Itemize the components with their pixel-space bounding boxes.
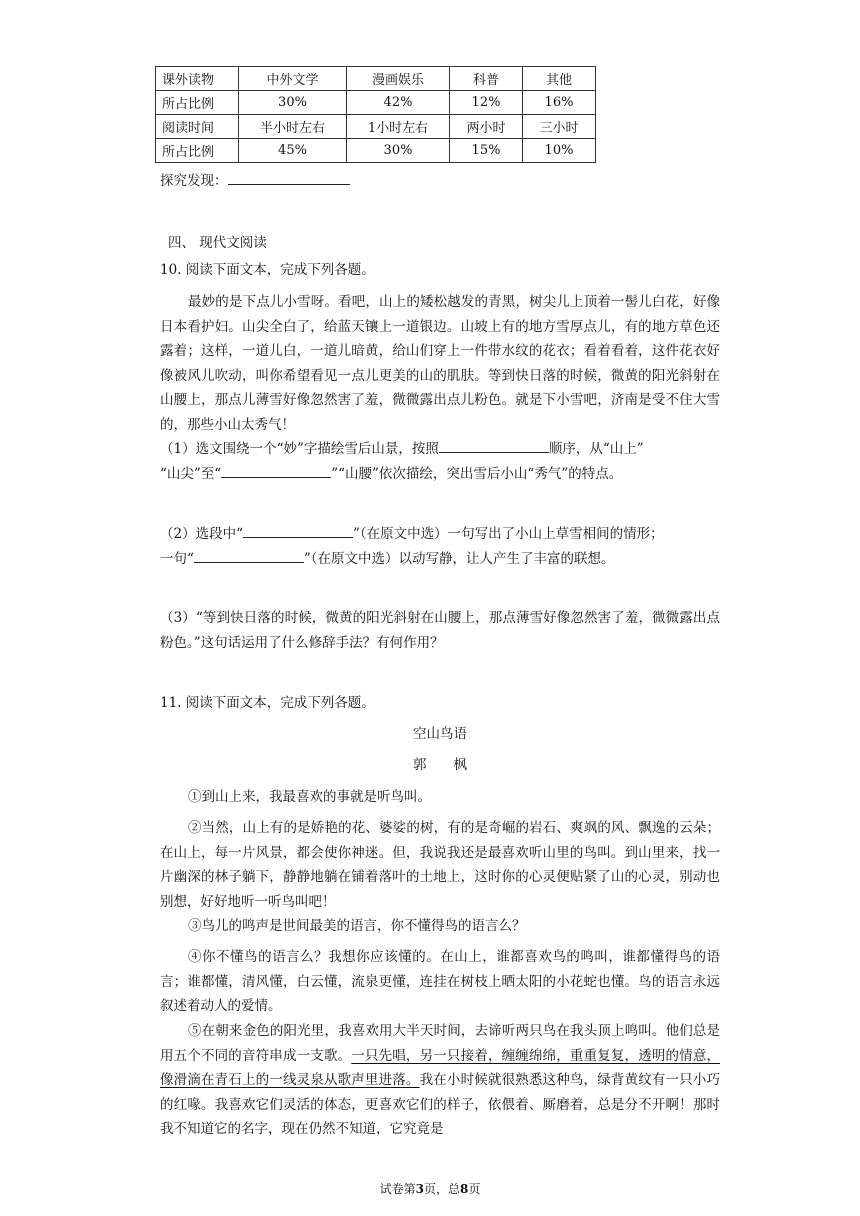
table-cell: 12% (450, 91, 523, 115)
q10-title: 10. 阅读下面文本，完成下列各题。 (160, 262, 375, 278)
reading-survey-table (155, 66, 596, 163)
table-cell: 15% (450, 139, 523, 163)
q10-passage: 最妙的是下点儿小雪呀。看吧，山上的矮松越发的青黑，树尖儿上顶着一髻儿白花，好像日本看护妇。山尖全白了，给蓝天镶上一道银边。山坡上有的地方雪厚点儿，有的地方草色还露着；这样，一道儿白，一道儿暗黄，给山们穿上一件带水纹的花衣；看着看着，这件花衣好像被风儿吹动，叫你希望看见一点儿更美的山的肌肤。等到快日落的时候，微黄的阳光斜射在山腰上，那点儿薄雪好像忽然害了羞，微微露出点儿粉色。就是下小雪吧，济南是受不住大雪的，那些小山太秀气！ (160, 294, 720, 433)
q11-paragraph-3: ③鸟儿的鸣声是世间最美的语言，你不懂得鸟的语言么？ (188, 918, 526, 934)
discovery-blank[interactable] (228, 170, 350, 185)
footer-page-number: 3 (415, 1182, 424, 1196)
table-cell: 其他 (523, 67, 596, 91)
table-cell: 漫画娱乐 (347, 67, 450, 91)
table-cell: 中外文学 (239, 67, 347, 91)
essay-author: 郭 枫 (413, 757, 467, 773)
table-cell: 科普 (450, 67, 523, 91)
q10-sub2-text-c: 一句“ (160, 550, 194, 567)
q11-paragraph-2: ②当然，山上有的是娇艳的花、婆娑的树，有的是奇崛的岩石、爽飒的风、飘逸的云朵；在山上，每一片风景，都会使你神迷。但，我说我还是最喜欢听山里的鸟叫。到山里来，找一片幽深的林子躺下，静静地躺在铺着落叶的土地上，这时你的心灵便贴紧了山的心灵，别动也别想，好好地听一听鸟叫吧！ (160, 820, 720, 910)
q11-p5-underlined-sentence: 一只先唱，另一只接着，缠缠绵绵，重重复复，透明的情意，像滑滴在青石上的一线灵泉从歌声里进落。 (160, 1047, 721, 1089)
table-cell: 1小时左右 (347, 115, 450, 139)
table-cell: 半小时左右 (239, 115, 347, 139)
table-cell: 30% (347, 139, 450, 163)
q10-sub2-text-d: ”（在原文中选）以动写静，让人产生了丰富的联想。 (303, 550, 615, 567)
q10-sub2 (160, 522, 720, 571)
table-cell: 10% (523, 139, 596, 163)
q11-p5-text-a: ⑤在朝来金色的阳光里，我喜欢用大半天时间，去谛听两只鸟在我头顶上鸣叫。他们总是用五个不同的音符串成一支歌。 (160, 1023, 720, 1064)
footer-mid: 页，总 (423, 1182, 460, 1196)
q10-sub1 (160, 437, 720, 486)
table-cell: 30% (239, 91, 347, 115)
q10-sub1-text-a: （1）选文围绕一个“妙”字描绘雪后山景，按照 (160, 441, 439, 457)
table-cell: 42% (347, 91, 450, 115)
q11-title: 11. 阅读下面文本，完成下列各题。 (160, 695, 375, 711)
section-title: 四、 现代文阅读 (168, 235, 267, 251)
table-row-header: 课外读物 (156, 67, 239, 91)
footer-suffix: 页 (468, 1182, 481, 1196)
table-cell: 45% (239, 139, 347, 163)
table-row-header: 所占比例 (156, 91, 239, 115)
essay-title: 空山鸟语 (413, 726, 467, 742)
q11-paragraph-4: ④你不懂鸟的语言么？我想你应该懂的。在山上，谁都喜欢鸟的鸣叫，谁都懂得鸟的语言；谁都懂，清风懂，白云懂，流泉更懂，连挂在树枝上晒太阳的小花蛇也懂。鸟的语言永远叙述着动人的爱情。 (160, 949, 720, 1015)
q10-sub1-text-c: “山尖”至“ (160, 465, 222, 482)
table-cell: 16% (523, 91, 596, 115)
q10-sub1-blank-1[interactable] (439, 438, 549, 453)
q10-sub1-text-b: 顺序，从“山上” (548, 441, 644, 457)
table-row-header: 所占比例 (156, 139, 239, 163)
discovery-label: 探究发现： (160, 173, 228, 189)
table-row (156, 67, 596, 91)
q11-paragraph-5 (160, 1019, 720, 1142)
table-row (156, 91, 596, 115)
footer-total-pages: 8 (460, 1182, 469, 1196)
q10-sub2-text-a: （2）选段中“ (160, 526, 243, 542)
q10-sub1-blank-2[interactable] (221, 463, 331, 478)
table-row (156, 115, 596, 139)
q10-sub2-blank-1[interactable] (243, 523, 353, 538)
table-cell: 两小时 (450, 115, 523, 139)
table-row (156, 139, 596, 163)
q10-sub2-blank-2[interactable] (194, 548, 304, 563)
table-row-header: 阅读时间 (156, 115, 239, 139)
footer-prefix: 试卷第 (379, 1182, 416, 1196)
q10-sub3: （3）“等到快日落的时候，微黄的阳光斜射在山腰上，那点薄雪好像忽然害了羞，微微露出点粉色。”这句话运用了什么修辞手法？有何作用？ (160, 610, 720, 651)
discovery-line (160, 169, 350, 193)
q10-sub2-text-b: ”（在原文中选）一句写出了小山上草雪相间的情形； (353, 526, 664, 542)
page-footer (0, 1180, 860, 1197)
q11-paragraph-1: ①到山上来，我最喜欢的事就是听鸟叫。 (188, 789, 431, 805)
q11-p5-text-b: 我在小时候就很熟悉这种鸟，绿背黄纹有一只小巧的红喙。我喜欢它们灵活的体态，更喜欢它们的样子，依偎着、厮磨着，总是分不开啊！那时我不知道它的名字，现在仍然不知道，它究竟是 (160, 1072, 721, 1138)
q10-sub1-text-d: ”“山腰”依次描绘，突出雪后小山“秀气”的特点。 (331, 465, 623, 482)
table-cell: 三小时 (523, 115, 596, 139)
